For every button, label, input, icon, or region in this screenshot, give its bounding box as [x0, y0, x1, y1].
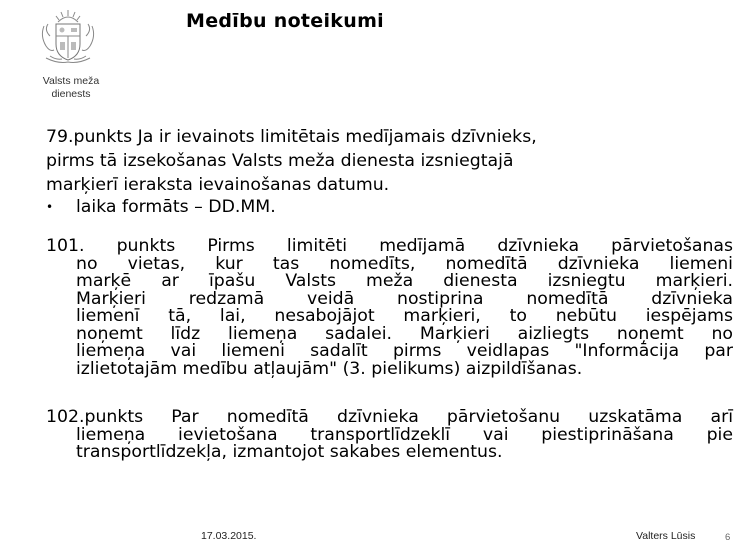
- paragraph-102-line: transportlīdzekļa, izmantojot sakabes elementus.: [76, 442, 503, 462]
- paragraph-101-line: liemeņa vai liemeni sadalīt pirms veidlapas "Informācija par: [76, 341, 733, 361]
- logo-caption: [32, 75, 110, 101]
- logo-caption-line1: Valsts meža: [42, 75, 100, 87]
- paragraph-102: [46, 409, 733, 462]
- paragraph-79-line: 79.punkts Ja ir ievainots limitētais medījamais dzīvnieks,: [46, 127, 537, 147]
- paragraph-101-line: izlietotajām medību atļaujām" (3. pielikums) aizpildīšanas.: [76, 358, 583, 379]
- bullet-icon: •: [46, 200, 54, 214]
- paragraph-101-line: 101. punkts Pirms limitēti medījamā dzīvnieka pārvietošanas: [46, 236, 733, 256]
- paragraph-101-line: Marķieri redzamā veidā nostiprina nomedītā dzīvnieka: [76, 288, 733, 309]
- footer-author: Valters Lūsis: [636, 530, 696, 542]
- paragraph-79: [46, 125, 537, 197]
- paragraph-101-line: no vietas, kur tas nomedīts, nomedītā dzīvnieka liemeni: [76, 253, 733, 274]
- slide-title: Medību noteikumi: [186, 10, 384, 32]
- paragraph-101-line: marķē ar īpašu Valsts meža dienesta izsniegtu marķieri.: [76, 271, 733, 291]
- coat-of-arms-logo: [36, 6, 100, 68]
- paragraph-79-line: pirms tā izsekošanas Valsts meža dienesta izsniegtajā: [46, 151, 514, 171]
- footer-date: 17.03.2015.: [201, 530, 257, 542]
- paragraph-102-line: 102.punkts Par nomedītā dzīvnieka pārvietošanu uzskatāma arī: [46, 407, 733, 427]
- paragraph-79-line: marķierī ieraksta ievainošanas datumu.: [46, 175, 390, 195]
- paragraph-101: [46, 238, 733, 378]
- paragraph-102-line: liemeņa ievietošana transportlīdzeklī vai piestiprināšana pie: [76, 424, 733, 445]
- page-number: 6: [725, 532, 731, 543]
- paragraph-101-line: liemenī tā, lai, nesabojājot marķieri, to nebūtu iespējams: [76, 306, 733, 326]
- paragraph-101-line: noņemt līdz liemeņa sadalei. Marķieri aizliegts noņemt no: [76, 323, 733, 344]
- logo-caption-line2: dienests: [51, 88, 91, 100]
- bullet-text: laika formāts – DD.MM.: [76, 197, 276, 217]
